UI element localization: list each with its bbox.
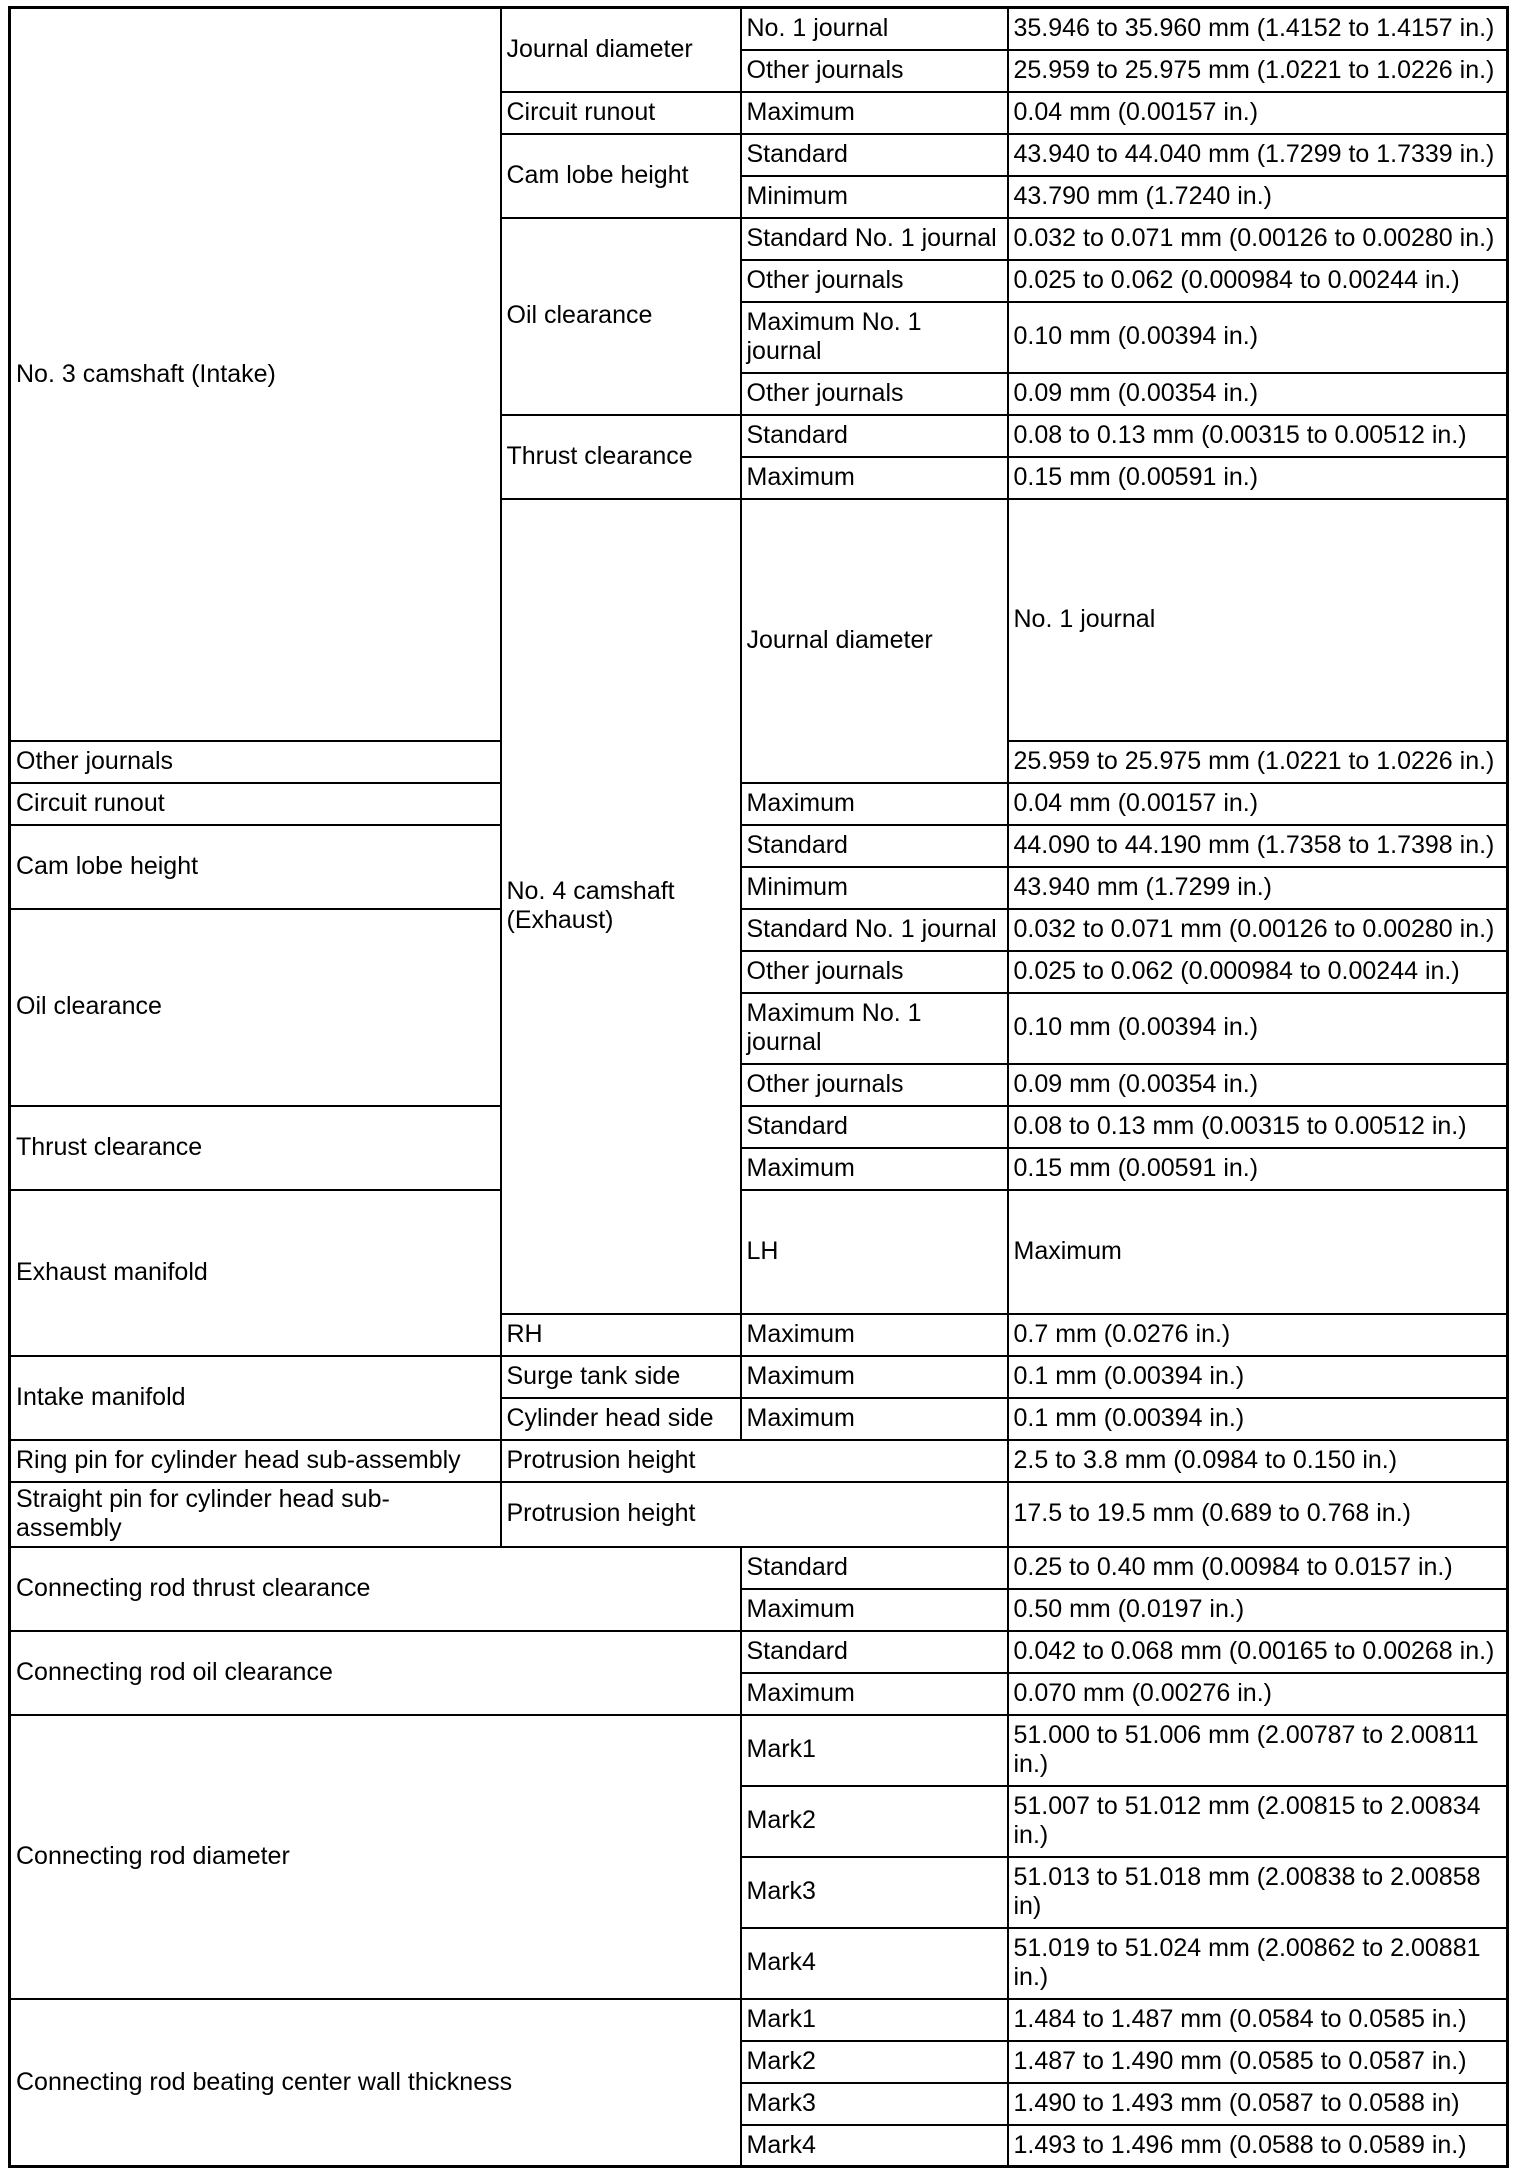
table-cell: 0.042 to 0.068 mm (0.00165 to 0.00268 in.) (1008, 1631, 1508, 1673)
table-cell: Minimum (741, 176, 1008, 218)
table-cell: Maximum (741, 1356, 1008, 1398)
table-cell: Thrust clearance (501, 415, 741, 499)
table-cell: 51.007 to 51.012 mm (2.00815 to 2.00834 in.) (1008, 1786, 1508, 1857)
table-cell: 51.000 to 51.006 mm (2.00787 to 2.00811 in.) (1008, 1715, 1508, 1786)
table-cell: 0.7 mm (0.0276 in.) (1008, 1314, 1508, 1356)
table-cell: Mark3 (741, 2083, 1008, 2125)
table-row (10, 909, 1508, 951)
table-cell: Maximum (741, 1589, 1008, 1631)
table-cell: Oil clearance (10, 909, 501, 1106)
table-cell: Other journals (741, 1064, 1008, 1106)
table-cell: Mark2 (741, 1786, 1008, 1857)
table-cell: Other journals (10, 741, 501, 783)
table-cell: 0.04 mm (0.00157 in.) (1008, 783, 1508, 825)
table-cell: Mark1 (741, 1715, 1008, 1786)
table-cell: Standard No. 1 journal (741, 218, 1008, 260)
table-row (10, 1356, 1508, 1398)
table-cell: 0.15 mm (0.00591 in.) (1008, 1148, 1508, 1190)
table-row (10, 783, 1508, 825)
table-cell: Standard (741, 1547, 1008, 1589)
table-cell: Oil clearance (501, 218, 741, 415)
table-cell: Exhaust manifold (10, 1190, 501, 1356)
table-cell: Cylinder head side (501, 1398, 741, 1440)
table-cell: Standard (741, 134, 1008, 176)
table-cell: Intake manifold (10, 1356, 501, 1440)
table-cell: Connecting rod oil clearance (10, 1631, 741, 1715)
table-row (10, 1106, 1508, 1148)
table-cell: 43.940 mm (1.7299 in.) (1008, 867, 1508, 909)
table-cell: 43.790 mm (1.7240 in.) (1008, 176, 1508, 218)
table-cell: Mark4 (741, 1928, 1008, 1999)
table-row (10, 1440, 1508, 1482)
table-cell: Journal diameter (501, 8, 741, 92)
table-cell: Mark2 (741, 2041, 1008, 2083)
table-row (10, 1482, 1508, 1547)
table-cell: Circuit runout (501, 92, 741, 134)
table-cell: 0.15 mm (0.00591 in.) (1008, 457, 1508, 499)
table-cell: 2.5 to 3.8 mm (0.0984 to 0.150 in.) (1008, 1440, 1508, 1482)
table-cell: Mark3 (741, 1857, 1008, 1928)
table-cell: Other journals (741, 951, 1008, 993)
table-cell: Cam lobe height (10, 825, 501, 909)
table-cell: Maximum (741, 1314, 1008, 1356)
table-cell: 0.09 mm (0.00354 in.) (1008, 1064, 1508, 1106)
table-cell: 0.025 to 0.062 (0.000984 to 0.00244 in.) (1008, 260, 1508, 302)
table-cell: No. 1 journal (1008, 499, 1508, 741)
table-cell: Standard (741, 1106, 1008, 1148)
table-cell: 0.070 mm (0.00276 in.) (1008, 1673, 1508, 1715)
table-cell: No. 4 camshaft (Exhaust) (501, 499, 741, 1314)
table-cell: 44.090 to 44.190 mm (1.7358 to 1.7398 in.) (1008, 825, 1508, 867)
table-cell: Cam lobe height (501, 134, 741, 218)
table-cell: 25.959 to 25.975 mm (1.0221 to 1.0226 in.) (1008, 741, 1508, 783)
table-cell: Maximum No. 1 journal (741, 302, 1008, 373)
table-cell: Other journals (741, 373, 1008, 415)
table-cell: Maximum (1008, 1190, 1508, 1314)
table-cell: Minimum (741, 867, 1008, 909)
table-row (10, 8, 1508, 50)
table-cell: Maximum (741, 783, 1008, 825)
table-cell: 0.50 mm (0.0197 in.) (1008, 1589, 1508, 1631)
table-cell: Other journals (741, 260, 1008, 302)
table-cell: Maximum (741, 1148, 1008, 1190)
table-cell: Thrust clearance (10, 1106, 501, 1190)
table-row (10, 1190, 1508, 1314)
table-row (10, 1999, 1508, 2041)
table-cell: 0.08 to 0.13 mm (0.00315 to 0.00512 in.) (1008, 415, 1508, 457)
table-cell: Other journals (741, 50, 1008, 92)
table-cell: 0.08 to 0.13 mm (0.00315 to 0.00512 in.) (1008, 1106, 1508, 1148)
table-cell: 0.025 to 0.062 (0.000984 to 0.00244 in.) (1008, 951, 1508, 993)
table-cell: Mark1 (741, 1999, 1008, 2041)
table-cell: 0.04 mm (0.00157 in.) (1008, 92, 1508, 134)
table-cell: Standard No. 1 journal (741, 909, 1008, 951)
table-cell: Connecting rod beating center wall thickness (10, 1999, 741, 2167)
table-cell: 1.493 to 1.496 mm (0.0588 to 0.0589 in.) (1008, 2125, 1508, 2167)
table-cell: No. 3 camshaft (Intake) (10, 8, 501, 741)
table-cell: 0.032 to 0.071 mm (0.00126 to 0.00280 in.) (1008, 218, 1508, 260)
table-cell: 0.1 mm (0.00394 in.) (1008, 1398, 1508, 1440)
spec-table-body (10, 8, 1508, 2167)
table-cell: 0.09 mm (0.00354 in.) (1008, 373, 1508, 415)
table-cell: Maximum (741, 457, 1008, 499)
table-cell: RH (501, 1314, 741, 1356)
table-cell: Surge tank side (501, 1356, 741, 1398)
table-cell: Maximum (741, 92, 1008, 134)
table-cell: Standard (741, 825, 1008, 867)
table-cell: 0.25 to 0.40 mm (0.00984 to 0.0157 in.) (1008, 1547, 1508, 1589)
table-cell: 43.940 to 44.040 mm (1.7299 to 1.7339 in.) (1008, 134, 1508, 176)
table-cell: Connecting rod thrust clearance (10, 1547, 741, 1631)
table-cell: 0.10 mm (0.00394 in.) (1008, 302, 1508, 373)
table-cell: 17.5 to 19.5 mm (0.689 to 0.768 in.) (1008, 1482, 1508, 1547)
table-cell: Ring pin for cylinder head sub-assembly (10, 1440, 501, 1482)
table-row (10, 825, 1508, 867)
spec-table (8, 6, 1509, 2168)
table-cell: Maximum (741, 1673, 1008, 1715)
table-cell: 51.019 to 51.024 mm (2.00862 to 2.00881 in.) (1008, 1928, 1508, 1999)
table-cell: No. 1 journal (741, 8, 1008, 50)
table-cell: 0.1 mm (0.00394 in.) (1008, 1356, 1508, 1398)
table-cell: Protrusion height (501, 1440, 1008, 1482)
table-cell: Protrusion height (501, 1482, 1008, 1547)
table-row (10, 1631, 1508, 1673)
table-cell: Connecting rod diameter (10, 1715, 741, 1999)
table-cell: 1.484 to 1.487 mm (0.0584 to 0.0585 in.) (1008, 1999, 1508, 2041)
table-cell: Maximum (741, 1398, 1008, 1440)
table-cell: 35.946 to 35.960 mm (1.4152 to 1.4157 in.) (1008, 8, 1508, 50)
table-cell: 0.10 mm (0.00394 in.) (1008, 993, 1508, 1064)
table-cell: Mark4 (741, 2125, 1008, 2167)
table-cell: 0.032 to 0.071 mm (0.00126 to 0.00280 in.) (1008, 909, 1508, 951)
table-cell: Standard (741, 1631, 1008, 1673)
table-row (10, 1715, 1508, 1786)
table-cell: Circuit runout (10, 783, 501, 825)
table-cell: Standard (741, 415, 1008, 457)
table-cell: 51.013 to 51.018 mm (2.00838 to 2.00858 in) (1008, 1857, 1508, 1928)
table-cell: 1.487 to 1.490 mm (0.0585 to 0.0587 in.) (1008, 2041, 1508, 2083)
table-cell: Straight pin for cylinder head sub-assembly (10, 1482, 501, 1547)
table-cell: Maximum No. 1 journal (741, 993, 1008, 1064)
table-cell: 1.490 to 1.493 mm (0.0587 to 0.0588 in) (1008, 2083, 1508, 2125)
table-cell: Journal diameter (741, 499, 1008, 783)
table-row (10, 1547, 1508, 1589)
table-cell: LH (741, 1190, 1008, 1314)
table-cell: 25.959 to 25.975 mm (1.0221 to 1.0226 in.) (1008, 50, 1508, 92)
